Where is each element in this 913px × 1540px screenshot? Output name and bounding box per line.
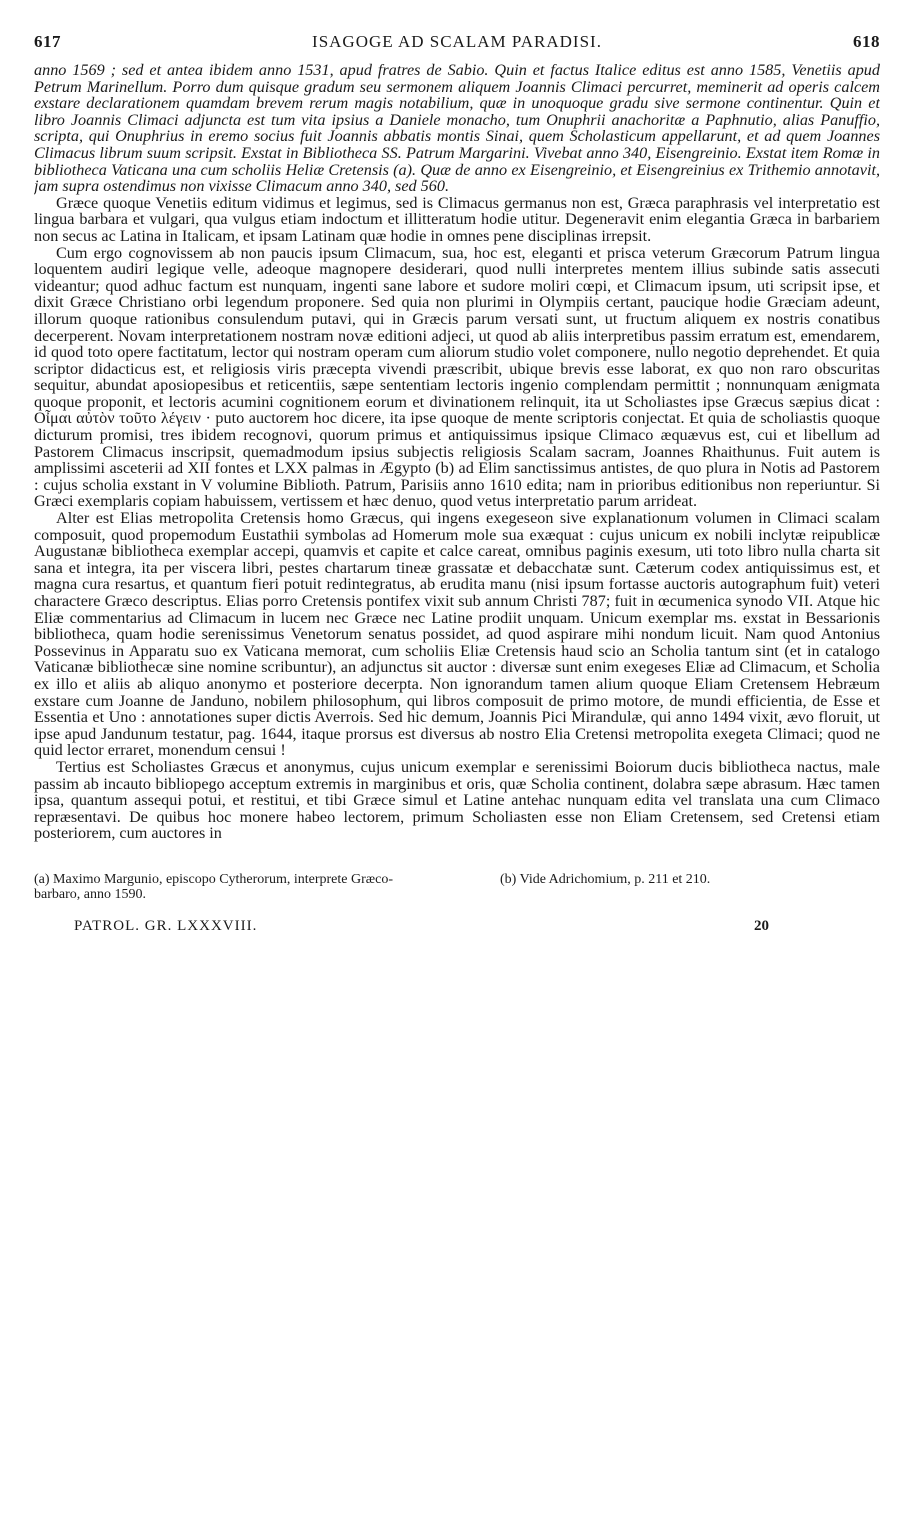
footer-line: [34, 918, 880, 938]
page-number-right: 618: [853, 32, 880, 51]
running-head: [34, 30, 880, 56]
page-number-left: 617: [34, 32, 61, 51]
paragraph-3: Cum ergo cognovissem ab non paucis ipsum Climacum, sua, hoc est, eleganti et prisca veterum Græcorum Patrum lingua loquentem audiri legique velle, adeoque magnopere desiderari, quod nulli interpretes mentem illius subinde satis assecuti videantur; quod adhuc factum est nunquam, ingenti sane labore et sudore moliri cœpi, et Climacum ipsum, uti scripsit ipse, et dixit Græce Christiano orbi legendum proponere. Sed quia non plurimi in Olympiis certant, paucique hodie Græciam adeunt, illorum quoque rationibus consulendum putavi, qui in Græcis parum versati sunt, ut fructum aliquem ex nostris conatibus decerperent. Novam interpretationem nostram novæ editioni adjeci, ut quod ab aliis interpretibus passim erratum est, emendarem, id quod toto opere factitatum, lector qui nostram operam cum aliorum studio volet componere, nullo negotio deprehendet. Et quia scriptor didacticus est, et religiosis viris præcepta vivendi præscribit, ubique brevis esse laborat, ex quo non raro obscuritas sequitur, abundat aposiopesibus et reticentiis, sæpe sententiam lectoris ingenio complendam permittit ; nonnunquam ænigmata quoque proponit, et lectoris acumini cognitionem eorum et divinationem relinquit, ita ut Scholiastes ipse Græcus sæpius dicat : Οἶμαι αὐτὸν τοῦτο λέγειν · puto auctorem hoc dicere, ita ipse quoque de mente scriptoris conjectat. Et quia de scholiastis quoque dicturum promisi, tres ibidem recognovi, quorum primus et antiquissimus ipsique Climaco æquævus est, cui et libellum ad Pastorem Climacus inscripsit, quemadmodum ipsius subjectis religiosis Scalam sacram, Joannes Rhaithunus. Fuit autem is amplissimi asceterii ad XII fontes et LXX palmas in Ægypto (b) ad Elim sanctissimus antistes, de quo plura in Notis ad Pastorem : cujus scholia exstant in V volumine Biblioth. Patrum, Parisiis anno 1610 edita; nam in prioribus editionibus non reperiuntur. Si Græci exemplaris copiam habuissem, vertissem et hæc denuo, quod vetus interpretatio parum arrideat.: [34, 243, 880, 511]
footnotes: [34, 872, 880, 902]
document-page: [34, 30, 880, 1510]
body-text: [34, 62, 880, 842]
paragraph-4: Alter est Elias metropolita Cretensis homo Græcus, qui ingens exegeseon sive explanationum volumen in Climaci scalam composuit, quod propemodum Eustathii symbolas ad Homerum mole sua exæquat : cujus unicum ex nobili inclytæ reipublicæ Augustanæ bibliotheca exemplar accepi, quamvis et capite et calce careat, omnibus paginis exesum, uti toto libro nulla charta sit sana et integra, ita per viscera libri, pestes chartarum tineæ grassatæ et debacchatæ sunt. Cæterum codex antiquissimus est, et magna cura resartus, et quantum fieri potuit redintegratus, ab erudita manu (nisi ipsum fortasse auctoris autographum fuit) veteri charactere Græco descriptus. Elias porro Cretensis pontifex vixit sub annum Christi 787; fuit in œcumenica synodo VII. Atque hic Eliæ commentarius ad Climacum in lucem nec Græce nec Latine prodiit unquam. Unicum exemplar ms. exstat in Bessarionis bibliotheca, quam hodie serenissimus Venetorum senatus possidet, ad quod aspirare mihi nondum licuit. Nam quod Antonius Possevinus in Apparatu suo ex Vaticana memorat, cum scholiis Eliæ Cretensis haud scio an Scholia tantum sint (et in catalogo Vaticanæ bibliothecæ sine nomine scribuntur), an adjunctus sit auctor : diversæ sunt enim exegeses Eliæ ad Climacum, et Scholia ex illo et aliis ab aliquo anonymo et posteriore decerpta. Non ignorandum tamen alium quoque Eliam Cretensem Hebræum exstare cum Joanne de Janduno, nobilem philosophum, qui libros composuit de primo motore, de mundi efficientia, de Esse et Essentia et Uno : annotationes super dictis Averrois. Sed hic demum, Joannis Pici Mirandulæ, qui anno 1494 vixit, ævo floruit, ut ipse apud Jandunum testatur, pag. 1644, itaque prorsus est diversus ab nostro Elia Cretensi metropolita exegeta Climaci; quod ne quid lector erraret, monendum censui !: [34, 509, 880, 760]
footnote-b: (b) Vide Adrichomium, p. 211 et 210.: [500, 871, 711, 887]
paragraph-2: Græce quoque Venetiis editum vidimus et legimus, sed is Climacus germanus non est, Græca paraphrasis vel interpretatio est lingua barbara et vulgari, qua vulgus etiam indoctum et illitteratum hodie utitur. Degeneravit enim elegantia Græca in barbariem non secus ac Latina in Italicam, et ipsam Latinam quæ hodie in omnes pene disciplinas irrepsit.: [34, 193, 880, 245]
paragraph-5: Tertius est Scholiastes Græcus et anonymus, cujus unicum exemplar e serenissimi Boiorum ducis bibliotheca nactus, male passim ab incauto bibliopego acceptum extremis in marginibus et oris, quæ Scholia continent, dolabra sæpe abrasum. Hæc tamen ipsa, quantum assequi potui, et restitui, et tibi Græce simul et Latine antehac nunquam edita vel translata una cum Climaco repræsentavi. De quibus hoc monere habeo lectorem, primum Scholiasten esse non Eliam Cretensem, sed Cretensi etiam posteriorem, cum auctores in: [34, 757, 880, 843]
running-title: ISAGOGE AD SCALAM PARADISI.: [312, 32, 602, 51]
signature-mark: 20: [754, 917, 769, 934]
paragraph-1: anno 1569 ; sed et antea ibidem anno 1531, apud fratres de Sabio. Quin et factus Italice editus est anno 1585, Venetiis apud Petrum Marinellum. Porro dum quisque gradum seu sermonem aliquem Joannis Climaci percurret, meminerit ad operis calcem exstare declarationem quamdam brevem rerum magis notabilium, quæ in unoquoque gradu sive sermone continentur. Quin et libro Joannis Climaci adjuncta est tum vita ipsius a Daniele monacho, tum Onuphrii anachoritæ a Paphnutio, alias Panuffio, scripta, qui Onuphrius in eremo socius fuit Joannis abbatis montis Sinai, quem Scholasticum appellarunt, et ad quem Joannes Climacus librum suum scripsit. Exstat in Bibliotheca SS. Patrum Margarini. Vivebat anno 340, Eisengreinio. Exstat item Romæ in bibliotheca Vaticana una cum scholiis Heliæ Cretensis (a). Quæ de anno ex Eisengreinio, et Eisengreinius ex Trithemio annotavit, jam supra ostendimus non vixisse Climacum anno 340, sed 560.: [34, 61, 880, 196]
footnote-a: (a) Maximo Margunio, episcopo Cytherorum, interprete Græco-barbaro, anno 1590.: [34, 871, 393, 902]
collection-label: PATROL. GR. LXXXVIII.: [74, 917, 258, 934]
